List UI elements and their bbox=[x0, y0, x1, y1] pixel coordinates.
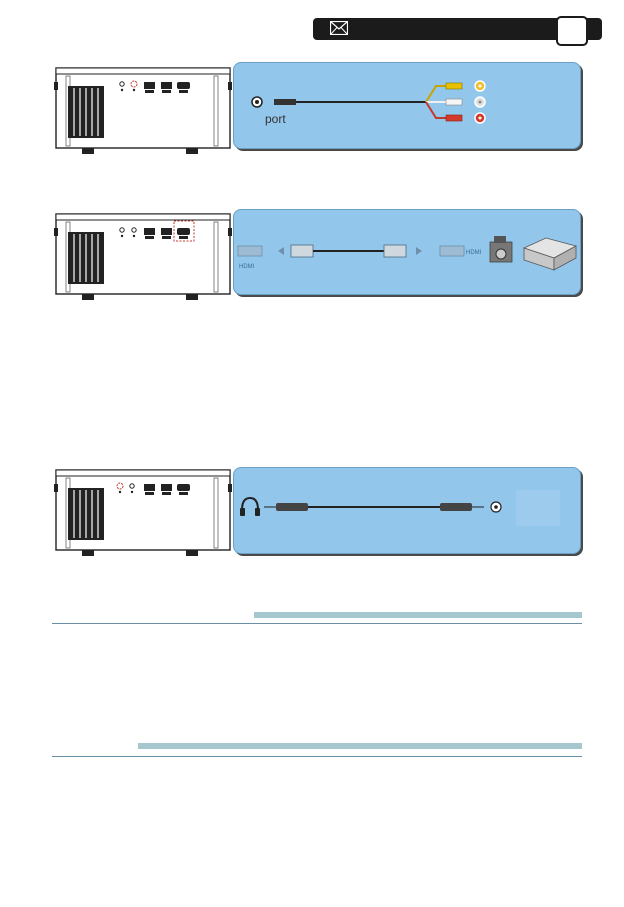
section-rule-bar bbox=[138, 743, 582, 749]
audio-jack-icon bbox=[491, 502, 501, 512]
dvd-player-icon bbox=[524, 238, 576, 270]
camcorder-icon bbox=[490, 236, 512, 262]
section-divider-line bbox=[52, 756, 582, 757]
hdmi-cable-icon bbox=[278, 245, 422, 257]
section-rule-bar bbox=[254, 612, 582, 618]
headphones-icon bbox=[240, 498, 260, 516]
audio-cable-icon bbox=[264, 503, 484, 511]
audio-cable-diagram bbox=[238, 490, 568, 526]
section-divider-line bbox=[52, 623, 582, 624]
projector-rear-av bbox=[52, 60, 234, 156]
hdmi-cable-diagram bbox=[236, 230, 578, 274]
projector-rear-hdmi bbox=[52, 206, 234, 302]
hdmi-port-icon bbox=[238, 246, 262, 270]
page-number-box bbox=[556, 16, 588, 46]
svg-text:HDMI: HDMI bbox=[239, 264, 255, 270]
envelope-icon bbox=[330, 21, 348, 35]
svg-text:HDMI: HDMI bbox=[466, 250, 482, 256]
port-label: port bbox=[265, 112, 286, 126]
projector-rear-audio bbox=[52, 462, 234, 558]
